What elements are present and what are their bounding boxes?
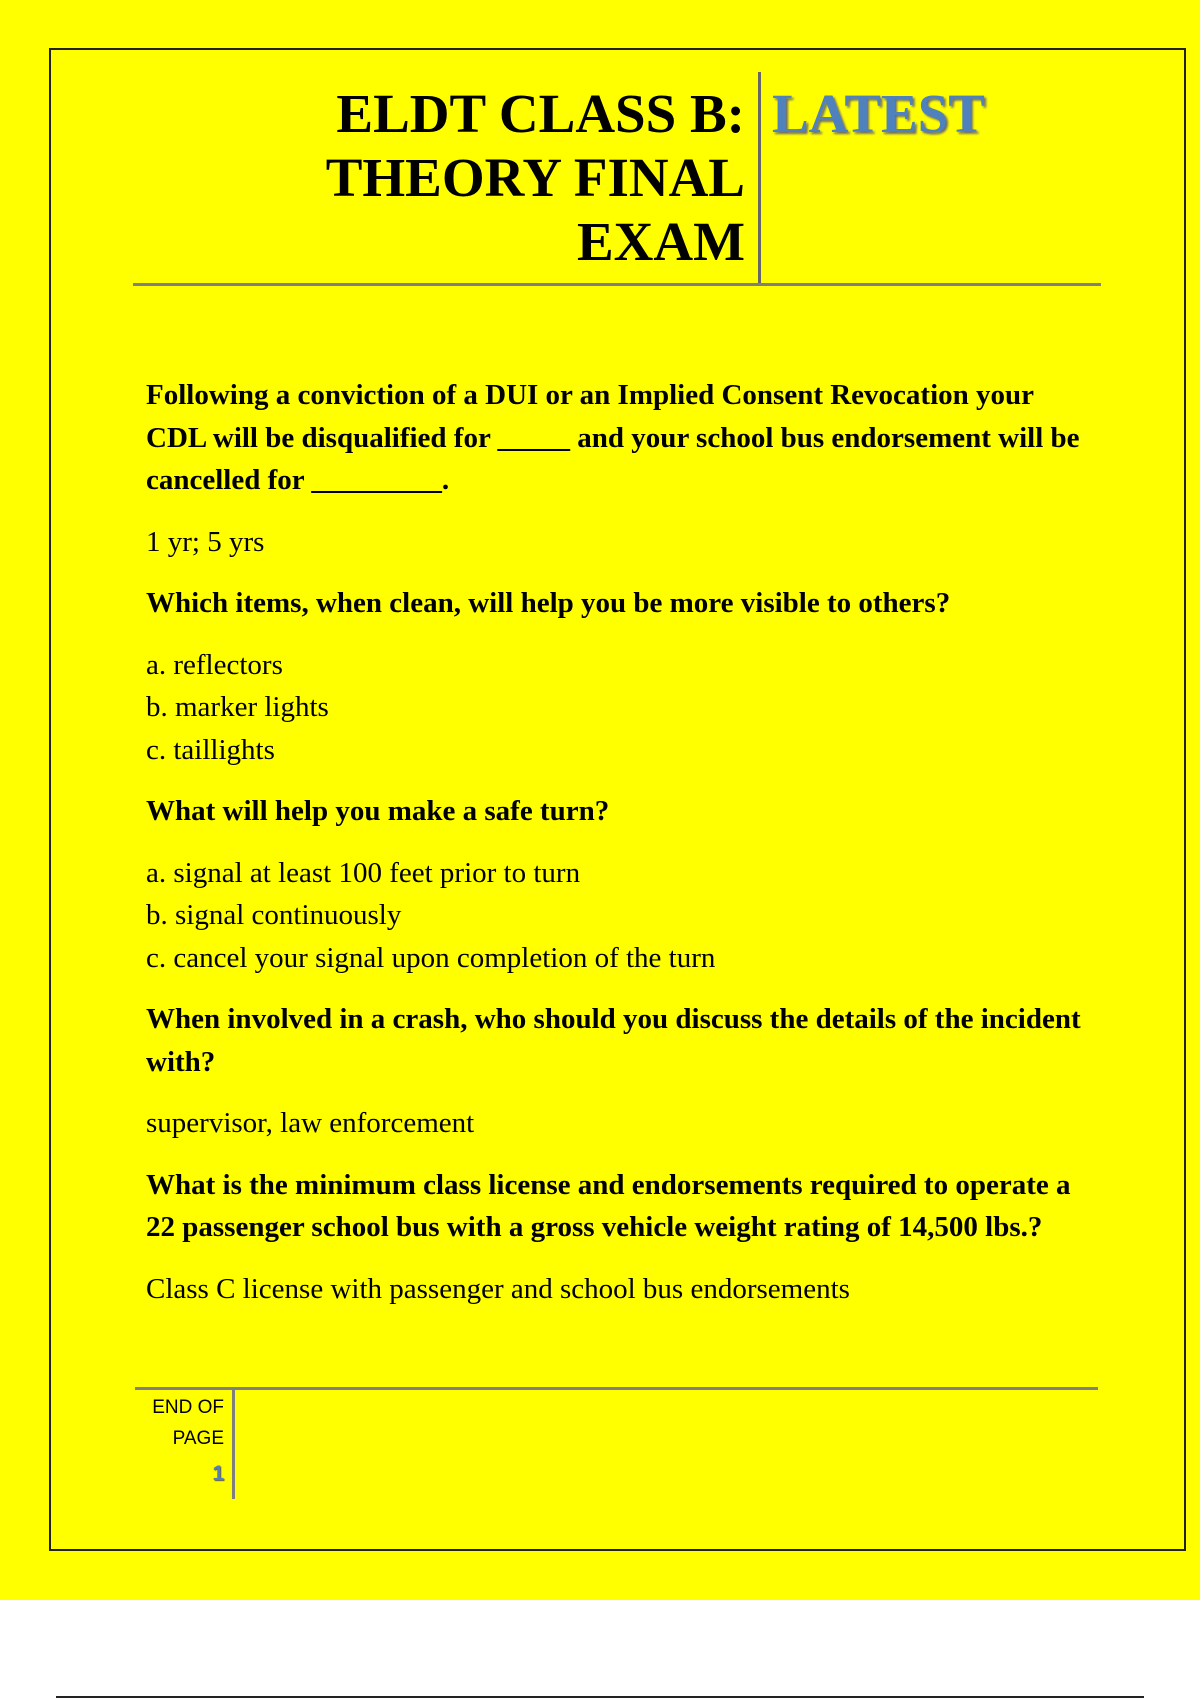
title-line-1: ELDT CLASS B: — [336, 83, 745, 144]
option-item: a. signal at least 100 feet prior to turn — [146, 856, 581, 889]
title-rule — [133, 283, 1101, 286]
footer-rule — [135, 1387, 1098, 1390]
bottom-rule — [56, 1696, 1144, 1698]
option-item: c. taillights — [146, 733, 275, 766]
title-line-3: EXAM — [576, 211, 745, 272]
answer-4: supervisor, law enforcement — [146, 1107, 475, 1139]
footer-line-2: PAGE — [172, 1428, 224, 1449]
question-3: What will help you make a safe turn? — [146, 795, 610, 827]
title-latest: LATEST — [772, 83, 985, 144]
footer-divider — [232, 1390, 235, 1499]
question-4: When involved in a crash, who should you discuss the details of the incident with? — [146, 1003, 1081, 1078]
option-item: b. signal continuously — [146, 899, 402, 931]
question-2: Which items, when clean, will help you be more visible to others? — [146, 587, 951, 619]
answer-5: Class C license with passenger and school bus endorsements — [146, 1272, 850, 1305]
page-title — [250, 82, 745, 274]
footer-line-1: END OF — [152, 1397, 224, 1418]
option-item: a. reflectors — [146, 648, 283, 681]
option-item: c. cancel your signal upon completion of the turn — [146, 941, 716, 974]
question-1: Following a conviction of a DUI or an Implied Consent Revocation your CDL will be disqualified for _____ and your school bus endorsement will be cancelled for _________. — [146, 379, 1080, 496]
question-5: What is the minimum class license and endorsements required to operate a 22 passenger school bus with a gross vehicle weight rating of 14,500 lbs.? — [146, 1168, 1071, 1243]
title-line-2: THEORY FINAL — [325, 147, 745, 208]
page-number: 1 — [212, 1462, 224, 1485]
options-3 — [146, 852, 1096, 980]
answer-1: 1 yr; 5 yrs — [146, 525, 265, 558]
footer-label — [140, 1392, 224, 1454]
option-item: b. marker lights — [146, 691, 329, 723]
exam-content — [146, 374, 1096, 1329]
title-divider — [758, 72, 761, 284]
options-2 — [146, 644, 1096, 772]
